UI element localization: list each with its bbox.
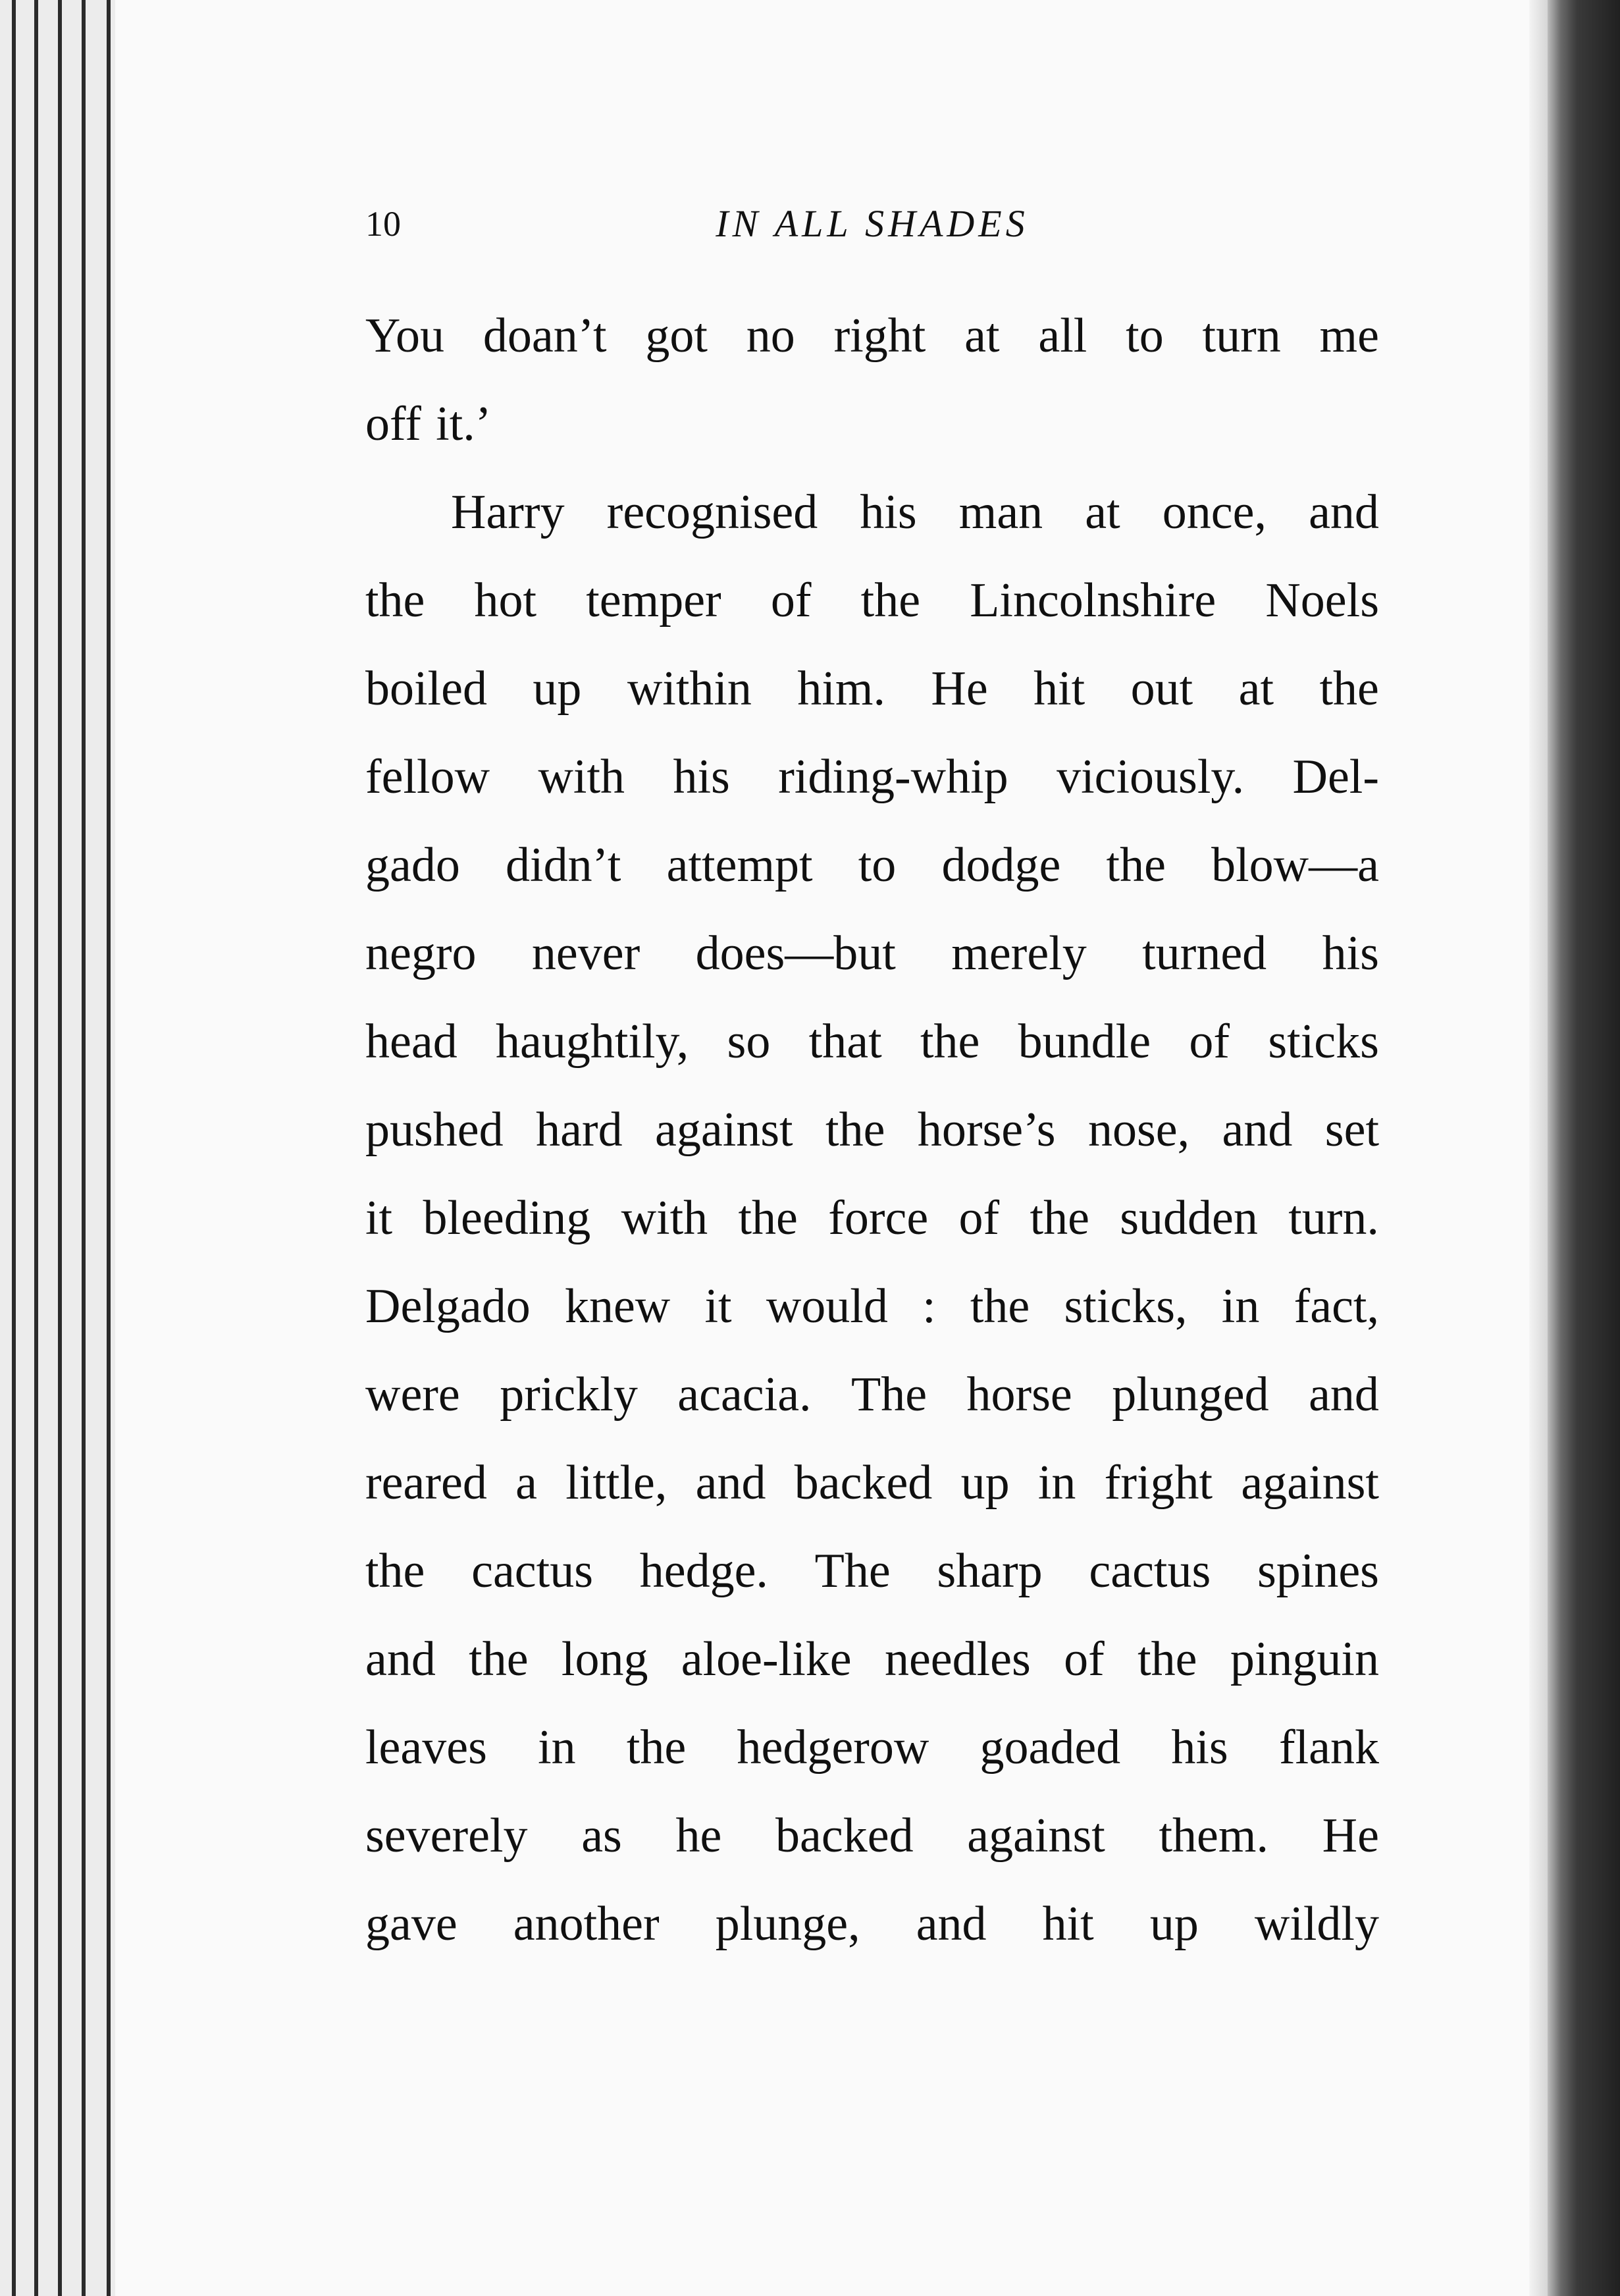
text-line xyxy=(365,832,1379,921)
word: needles xyxy=(884,1632,1031,1686)
word: : xyxy=(922,1279,936,1333)
word: Lincolnshire xyxy=(970,574,1216,627)
text-line xyxy=(365,1891,1379,1979)
body-text xyxy=(365,303,1379,1979)
page-edge xyxy=(107,0,111,2296)
word: turned xyxy=(1142,926,1267,980)
word: Del- xyxy=(1292,750,1379,804)
word: at xyxy=(1238,662,1274,716)
word: up xyxy=(533,662,582,716)
word: up xyxy=(960,1456,1010,1510)
word: hot xyxy=(474,574,537,627)
word: he xyxy=(675,1809,722,1863)
word: pushed xyxy=(365,1103,504,1157)
word: cactus xyxy=(471,1544,594,1598)
word: once, xyxy=(1162,485,1267,539)
word: didn’t xyxy=(506,838,621,892)
word: recognised xyxy=(606,485,818,539)
word: horse’s xyxy=(917,1103,1056,1157)
word: negro xyxy=(365,926,477,980)
word: aloe-like xyxy=(681,1632,852,1686)
binding-gutter xyxy=(1548,0,1620,2296)
word: would xyxy=(766,1279,888,1333)
word: force xyxy=(828,1191,929,1245)
word: hedgerow xyxy=(737,1721,929,1775)
text-line xyxy=(365,1009,1379,1097)
word: in xyxy=(538,1721,576,1775)
word: and xyxy=(1309,1368,1379,1422)
word: Delgado xyxy=(365,1279,531,1333)
word: with xyxy=(538,750,625,804)
word: boiled xyxy=(365,662,487,716)
word: the xyxy=(365,574,425,627)
text-line xyxy=(365,1450,1379,1538)
text-line xyxy=(365,1626,1379,1715)
word: of xyxy=(958,1191,1000,1245)
word: and xyxy=(1309,485,1379,539)
word: them. xyxy=(1159,1809,1268,1863)
word: so xyxy=(727,1015,771,1069)
word: fellow xyxy=(365,750,490,804)
word: his xyxy=(1171,1721,1228,1775)
word: in xyxy=(1221,1279,1260,1333)
word: You xyxy=(365,309,445,363)
word: head xyxy=(365,1015,457,1069)
word: of xyxy=(1064,1632,1105,1686)
text-line xyxy=(365,1803,1379,1891)
word: bleeding xyxy=(423,1191,591,1245)
word: it.’ xyxy=(436,397,492,451)
word: the xyxy=(1319,662,1379,716)
text-line xyxy=(365,744,1379,832)
word: acacia. xyxy=(677,1368,812,1422)
word: at xyxy=(1085,485,1120,539)
word: hard xyxy=(536,1103,623,1157)
page-edge xyxy=(12,0,16,2296)
word: He xyxy=(1322,1809,1379,1863)
word: leaves xyxy=(365,1721,487,1775)
text-line xyxy=(365,391,1379,479)
word: turn. xyxy=(1288,1191,1379,1245)
word: him. xyxy=(797,662,885,716)
word: severely xyxy=(365,1809,528,1863)
word: it xyxy=(704,1279,732,1333)
text-line xyxy=(365,1538,1379,1626)
running-head xyxy=(365,198,1379,257)
word: attempt xyxy=(666,838,813,892)
word: his xyxy=(673,750,730,804)
word: to xyxy=(858,838,897,892)
word: backed xyxy=(775,1809,914,1863)
word: another xyxy=(513,1897,660,1951)
word: wildly xyxy=(1254,1897,1379,1951)
word: against xyxy=(655,1103,793,1157)
word: haughtily, xyxy=(496,1015,689,1069)
word: the xyxy=(1030,1191,1089,1245)
word: hit xyxy=(1033,662,1085,716)
word: never xyxy=(531,926,640,980)
word: pinguin xyxy=(1230,1632,1379,1686)
word: fright xyxy=(1104,1456,1213,1510)
word: as xyxy=(581,1809,622,1863)
page-edge xyxy=(34,0,38,2296)
text-line xyxy=(365,656,1379,744)
word: doan’t xyxy=(483,309,607,363)
word: the xyxy=(825,1103,885,1157)
text-line xyxy=(365,1185,1379,1273)
word: the xyxy=(970,1279,1030,1333)
text-line xyxy=(365,303,1379,391)
word: a xyxy=(515,1456,537,1510)
word: the xyxy=(1137,1632,1197,1686)
word: it xyxy=(365,1191,393,1245)
word: and xyxy=(695,1456,766,1510)
word: long xyxy=(561,1632,648,1686)
word: Noels xyxy=(1265,574,1379,627)
word: off xyxy=(365,397,421,451)
word: me xyxy=(1319,309,1379,363)
word: the xyxy=(738,1191,798,1245)
word: plunge, xyxy=(715,1897,860,1951)
word: The xyxy=(814,1544,891,1598)
word: sharp xyxy=(937,1544,1043,1598)
word: his xyxy=(1322,926,1379,980)
word: little, xyxy=(565,1456,667,1510)
word: sticks, xyxy=(1064,1279,1188,1333)
word: riding-whip xyxy=(778,750,1008,804)
text-line xyxy=(365,568,1379,656)
word: the xyxy=(365,1544,425,1598)
word: nose, xyxy=(1087,1103,1190,1157)
gutter-shadow xyxy=(1529,0,1548,2296)
word: no xyxy=(746,309,795,363)
word: right xyxy=(833,309,926,363)
word: merely xyxy=(951,926,1087,980)
word: He xyxy=(931,662,988,716)
word: gado xyxy=(365,838,460,892)
word: The xyxy=(851,1368,928,1422)
word: the xyxy=(1106,838,1166,892)
word: out xyxy=(1130,662,1193,716)
page-edge-stack xyxy=(0,0,115,2296)
text-line xyxy=(365,1097,1379,1185)
word: up xyxy=(1149,1897,1199,1951)
word: the xyxy=(920,1015,980,1069)
word: the xyxy=(626,1721,687,1775)
word: of xyxy=(770,574,812,627)
word: hedge. xyxy=(639,1544,768,1598)
word: backed xyxy=(794,1456,933,1510)
word: Harry xyxy=(451,485,565,539)
text-line xyxy=(365,1715,1379,1803)
word: dodge xyxy=(941,838,1061,892)
word: the xyxy=(469,1632,529,1686)
text-line xyxy=(365,1273,1379,1362)
page-number: 10 xyxy=(365,204,401,244)
word: prickly xyxy=(500,1368,638,1422)
word: set xyxy=(1324,1103,1379,1157)
word: and xyxy=(916,1897,987,1951)
page-edge xyxy=(58,0,62,2296)
word: and xyxy=(1222,1103,1293,1157)
word: against xyxy=(1241,1456,1379,1510)
word: plunged xyxy=(1112,1368,1269,1422)
word: his xyxy=(860,485,917,539)
word: fact, xyxy=(1293,1279,1379,1333)
word: were xyxy=(365,1368,460,1422)
word: that xyxy=(808,1015,882,1069)
word: viciously. xyxy=(1057,750,1245,804)
word: to xyxy=(1126,309,1164,363)
word: of xyxy=(1189,1015,1230,1069)
text-line xyxy=(365,1362,1379,1450)
word: bundle xyxy=(1018,1015,1151,1069)
word: man xyxy=(958,485,1043,539)
word: within xyxy=(627,662,752,716)
word: the xyxy=(860,574,921,627)
page-edge xyxy=(82,0,86,2296)
running-title: IN ALL SHADES xyxy=(716,202,1029,245)
word: cactus xyxy=(1089,1544,1211,1598)
word: goaded xyxy=(980,1721,1121,1775)
word: in xyxy=(1037,1456,1076,1510)
word: spines xyxy=(1257,1544,1379,1598)
word: sticks xyxy=(1268,1015,1379,1069)
word: all xyxy=(1038,309,1087,363)
word: hit xyxy=(1042,1897,1094,1951)
word: temper xyxy=(586,574,721,627)
word: flank xyxy=(1278,1721,1379,1775)
text-line xyxy=(365,479,1379,568)
text-line xyxy=(365,921,1379,1009)
word: gave xyxy=(365,1897,457,1951)
word: sudden xyxy=(1120,1191,1258,1245)
word: does—but xyxy=(695,926,896,980)
word: with xyxy=(621,1191,708,1245)
word: blow—a xyxy=(1211,838,1379,892)
word: turn xyxy=(1202,309,1281,363)
word: at xyxy=(964,309,1000,363)
word: knew xyxy=(564,1279,671,1333)
word: horse xyxy=(966,1368,1072,1422)
word: got xyxy=(645,309,708,363)
word: reared xyxy=(365,1456,487,1510)
word: and xyxy=(365,1632,436,1686)
word: against xyxy=(967,1809,1105,1863)
